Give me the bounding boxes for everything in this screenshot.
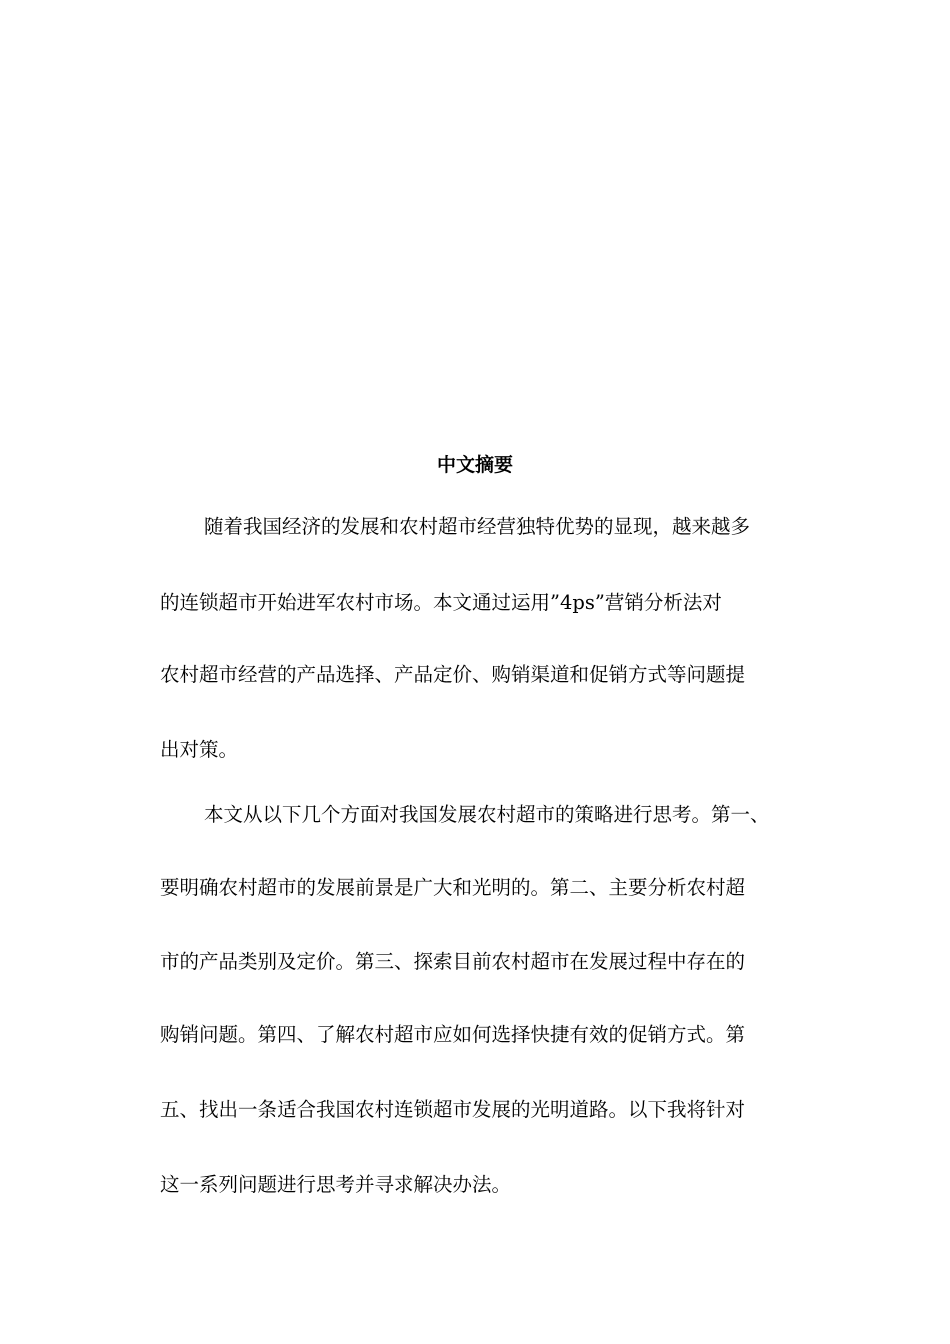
paragraph-line: 本文从以下几个方面对我国发展农村超市的策略进行思考。第一、 — [204, 803, 770, 826]
paragraph-line: 五、找出一条适合我国农村连锁超市发展的光明道路。以下我将针对 — [160, 1098, 746, 1121]
paragraph-line: 市的产品类别及定价。第三、探索目前农村超市在发展过程中存在的 — [160, 950, 746, 973]
abstract-title: 中文摘要 — [436, 454, 513, 476]
paragraph-line: 这一系列问题进行思考并寻求解决办法。 — [160, 1173, 512, 1196]
paragraph-line: 购销问题。第四、了解农村超市应如何选择快捷有效的促销方式。第 — [160, 1023, 746, 1046]
paragraph-line: 随着我国经济的发展和农村超市经营独特优势的显现，越来越多 — [204, 515, 751, 538]
paragraph-line: 出对策。 — [160, 738, 239, 761]
paragraph-line: 要明确农村超市的发展前景是广大和光明的。第二、主要分析农村超 — [160, 876, 746, 899]
paragraph-line: 的连锁超市开始进军农村市场。本文通过运用”4ps”营销分析法对 — [160, 591, 722, 614]
paragraph-line: 农村超市经营的产品选择、产品定价、购销渠道和促销方式等问题提 — [160, 663, 746, 686]
